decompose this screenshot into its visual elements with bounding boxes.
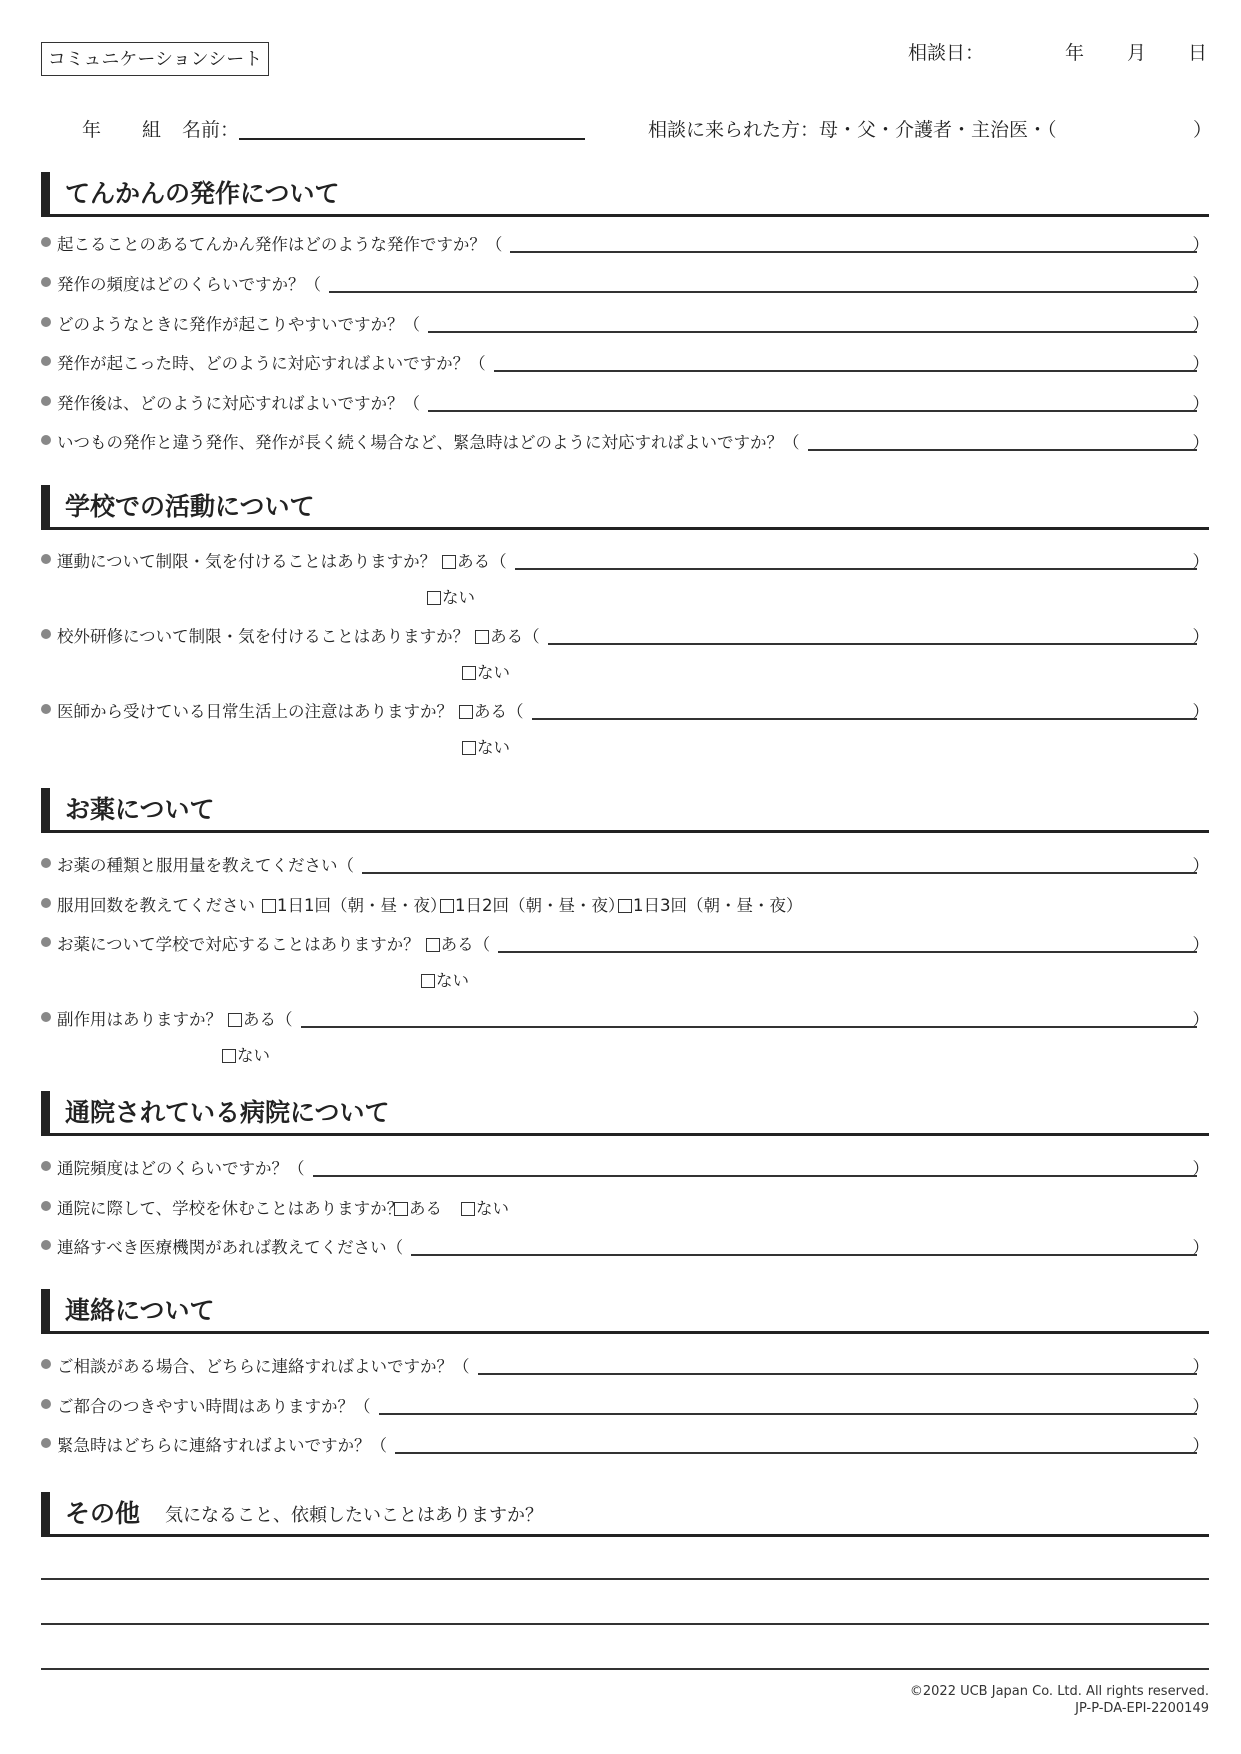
section-marker xyxy=(41,485,50,527)
question-post-seizure xyxy=(41,388,1209,414)
option-no[interactable]: ない xyxy=(427,584,475,608)
answer-field[interactable] xyxy=(301,1026,1198,1028)
section-medicine xyxy=(41,788,1209,833)
section-title: 学校での活動について xyxy=(65,492,315,521)
question-label: 通院頻度はどのくらいですか？（ xyxy=(57,1159,305,1178)
answer-field[interactable] xyxy=(411,1254,1197,1256)
question-field-trip-restrictions xyxy=(41,621,1209,647)
checkbox-icon[interactable] xyxy=(618,899,632,913)
option-yes[interactable]: ある（ xyxy=(426,931,491,955)
question-seizure-frequency xyxy=(41,269,1209,295)
question-seizure-response xyxy=(41,348,1209,374)
bullet-icon xyxy=(41,277,51,287)
answer-field[interactable] xyxy=(808,449,1198,451)
checkbox-icon[interactable] xyxy=(475,630,489,644)
option-twice-daily[interactable]: 1日2回（朝・昼・夜） xyxy=(440,892,625,916)
section-school xyxy=(41,485,1209,530)
section-marker xyxy=(41,788,50,830)
section-title: その他 xyxy=(65,1499,141,1528)
section-title: お薬について xyxy=(65,795,215,824)
section-title: 通院されている病院について xyxy=(65,1098,390,1127)
section-title: 連絡について xyxy=(65,1296,215,1325)
question-school-medicine-handling xyxy=(41,929,1209,955)
option-yes[interactable]: ある xyxy=(394,1195,442,1219)
name-label: 名前： xyxy=(182,119,240,141)
checkbox-icon[interactable] xyxy=(459,705,473,719)
question-medicine-type-dose xyxy=(41,850,1209,876)
question-label: 発作が起こった時、どのように対応すればよいですか？（ xyxy=(57,354,486,373)
free-answer-line[interactable] xyxy=(41,1623,1209,1625)
question-label: 校外研修について制限・気を付けることはありますか？ xyxy=(57,627,470,646)
close-paren: ） xyxy=(1192,1010,1209,1029)
bullet-icon xyxy=(41,1201,51,1211)
question-label: どのようなときに発作が起こりやすいですか？（ xyxy=(57,315,420,334)
answer-field[interactable] xyxy=(532,718,1198,720)
visitor-label: 相談に来られた方：母・父・介護者・主治医・（ xyxy=(648,119,1057,141)
answer-field[interactable] xyxy=(428,331,1197,333)
section-title: てんかんの発作について xyxy=(65,179,340,208)
section-marker xyxy=(41,172,50,214)
answer-field[interactable] xyxy=(395,1452,1197,1454)
question-label: 起こることのあるてんかん発作はどのような発作ですか？（ xyxy=(57,235,503,254)
checkbox-icon[interactable] xyxy=(228,1013,242,1027)
bullet-icon xyxy=(41,898,51,908)
bullet-icon xyxy=(41,356,51,366)
bullet-icon xyxy=(41,1399,51,1409)
answer-field[interactable] xyxy=(362,872,1197,874)
question-contact-person xyxy=(41,1351,1209,1377)
question-label: お薬の種類と服用量を教えてください（ xyxy=(57,856,354,875)
answer-field[interactable] xyxy=(313,1175,1198,1177)
checkbox-icon[interactable] xyxy=(222,1049,236,1063)
question-label: 緊急時はどちらに連絡すればよいですか？（ xyxy=(57,1436,387,1455)
grade-label: 年 xyxy=(82,119,102,141)
option-yes[interactable]: ある（ xyxy=(459,698,524,722)
question-label: お薬について学校で対応することはありますか？ xyxy=(57,935,420,954)
date-year-label: 年 xyxy=(1065,42,1085,64)
close-paren: ） xyxy=(1192,1238,1209,1257)
question-label: 服用回数を教えてください xyxy=(57,896,255,915)
visitor-close-paren: ） xyxy=(1193,119,1213,141)
question-label: ご相談がある場合、どちらに連絡すればよいですか？（ xyxy=(57,1357,470,1376)
bullet-icon xyxy=(41,858,51,868)
document-code: JP-P-DA-EPI-2200149 xyxy=(1075,1701,1209,1716)
checkbox-icon[interactable] xyxy=(442,555,456,569)
free-answer-line[interactable] xyxy=(41,1668,1209,1670)
answer-field[interactable] xyxy=(515,568,1197,570)
option-no[interactable]: ない xyxy=(421,967,469,991)
bullet-icon xyxy=(41,1161,51,1171)
close-paren: ） xyxy=(1192,315,1209,334)
question-side-effects xyxy=(41,1004,1209,1030)
checkbox-icon[interactable] xyxy=(262,899,276,913)
checkbox-icon[interactable] xyxy=(440,899,454,913)
sheet-title: コミュニケーションシート xyxy=(41,42,269,76)
question-visit-frequency xyxy=(41,1153,1209,1179)
checkbox-icon[interactable] xyxy=(427,591,441,605)
checkbox-icon[interactable] xyxy=(462,741,476,755)
checkbox-icon[interactable] xyxy=(461,1202,475,1216)
option-no[interactable]: ない xyxy=(461,1195,509,1219)
checkbox-icon[interactable] xyxy=(426,938,440,952)
question-label: ご都合のつきやすい時間はありますか？（ xyxy=(57,1397,371,1416)
question-convenient-time xyxy=(41,1391,1209,1417)
answer-field[interactable] xyxy=(510,251,1197,253)
section-marker xyxy=(41,1289,50,1331)
checkbox-icon[interactable] xyxy=(394,1202,408,1216)
question-seizure-type xyxy=(41,229,1209,255)
question-label: 連絡すべき医療機関があれば教えてください（ xyxy=(57,1238,404,1257)
question-label: 運動について制限・気を付けることはありますか？ xyxy=(57,552,437,571)
bullet-icon xyxy=(41,704,51,714)
bullet-icon xyxy=(41,1240,51,1250)
checkbox-icon[interactable] xyxy=(462,666,476,680)
section-other xyxy=(41,1492,1209,1537)
close-paren: ） xyxy=(1192,433,1209,452)
question-school-absence xyxy=(41,1193,1209,1219)
answer-field[interactable] xyxy=(379,1413,1198,1415)
date-day-label: 日 xyxy=(1188,42,1208,64)
close-paren: ） xyxy=(1192,354,1209,373)
section-seizure xyxy=(41,172,1209,217)
checkbox-icon[interactable] xyxy=(421,974,435,988)
close-paren: ） xyxy=(1192,856,1209,875)
section-subtitle: 気になること、依頼したいことはありますか？ xyxy=(165,1505,543,1526)
question-label: 通院に際して、学校を休むことはありますか？ xyxy=(57,1199,404,1218)
close-paren: ） xyxy=(1192,275,1209,294)
close-paren: ） xyxy=(1192,235,1209,254)
consultation-date-label: 相談日： xyxy=(908,42,985,64)
close-paren: ） xyxy=(1192,1436,1209,1455)
close-paren: ） xyxy=(1192,627,1209,646)
question-daily-life-notes xyxy=(41,696,1209,722)
bullet-icon xyxy=(41,554,51,564)
answer-field[interactable] xyxy=(494,370,1197,372)
bullet-icon xyxy=(41,1012,51,1022)
close-paren: ） xyxy=(1192,702,1209,721)
answer-field[interactable] xyxy=(329,291,1197,293)
bullet-icon xyxy=(41,396,51,406)
close-paren: ） xyxy=(1192,1159,1209,1178)
section-contact xyxy=(41,1289,1209,1334)
question-label: 医師から受けている日常生活上の注意はありますか？ xyxy=(57,702,453,721)
bullet-icon xyxy=(41,1359,51,1369)
class-label: 組 xyxy=(142,119,162,141)
question-label: 発作後は、どのように対応すればよいですか？（ xyxy=(57,394,420,413)
bullet-icon xyxy=(41,1438,51,1448)
option-no[interactable]: ない xyxy=(462,734,510,758)
answer-field[interactable] xyxy=(498,951,1197,953)
close-paren: ） xyxy=(1192,394,1209,413)
option-once-daily[interactable]: 1日1回（朝・昼・夜） xyxy=(262,892,447,916)
option-no[interactable]: ない xyxy=(462,659,510,683)
free-answer-line[interactable] xyxy=(41,1578,1209,1580)
question-medical-contact xyxy=(41,1232,1209,1258)
option-yes[interactable]: ある（ xyxy=(475,623,540,647)
close-paren: ） xyxy=(1192,1397,1209,1416)
question-label: 副作用はありますか？ xyxy=(57,1010,222,1029)
question-emergency-contact xyxy=(41,1430,1209,1456)
close-paren: ） xyxy=(1192,1357,1209,1376)
option-yes[interactable]: ある（ xyxy=(442,548,507,572)
question-exercise-restrictions xyxy=(41,546,1209,572)
question-label: いつもの発作と違う発作、発作が長く続く場合など、緊急時はどのように対応すればよいですか？（ xyxy=(57,433,800,452)
name-field[interactable] xyxy=(239,138,585,140)
copyright-text: ©2022 UCB Japan Co. Ltd. All rights reserved. xyxy=(909,1684,1209,1699)
option-no[interactable]: ない xyxy=(222,1042,270,1066)
bullet-icon xyxy=(41,237,51,247)
bullet-icon xyxy=(41,937,51,947)
close-paren: ） xyxy=(1192,552,1209,571)
answer-field[interactable] xyxy=(478,1373,1198,1375)
question-label: 発作の頻度はどのくらいですか？（ xyxy=(57,275,321,294)
question-dose-frequency xyxy=(41,890,1209,916)
section-marker xyxy=(41,1492,50,1534)
close-paren: ） xyxy=(1192,935,1209,954)
section-marker xyxy=(41,1091,50,1133)
section-hospital xyxy=(41,1091,1209,1136)
question-emergency-response xyxy=(41,427,1209,453)
question-seizure-triggers xyxy=(41,309,1209,335)
option-three-times-daily[interactable]: 1日3回（朝・昼・夜） xyxy=(618,892,803,916)
bullet-icon xyxy=(41,435,51,445)
answer-field[interactable] xyxy=(428,410,1197,412)
bullet-icon xyxy=(41,629,51,639)
answer-field[interactable] xyxy=(548,643,1197,645)
bullet-icon xyxy=(41,317,51,327)
option-yes[interactable]: ある（ xyxy=(228,1006,293,1030)
date-month-label: 月 xyxy=(1127,42,1147,64)
